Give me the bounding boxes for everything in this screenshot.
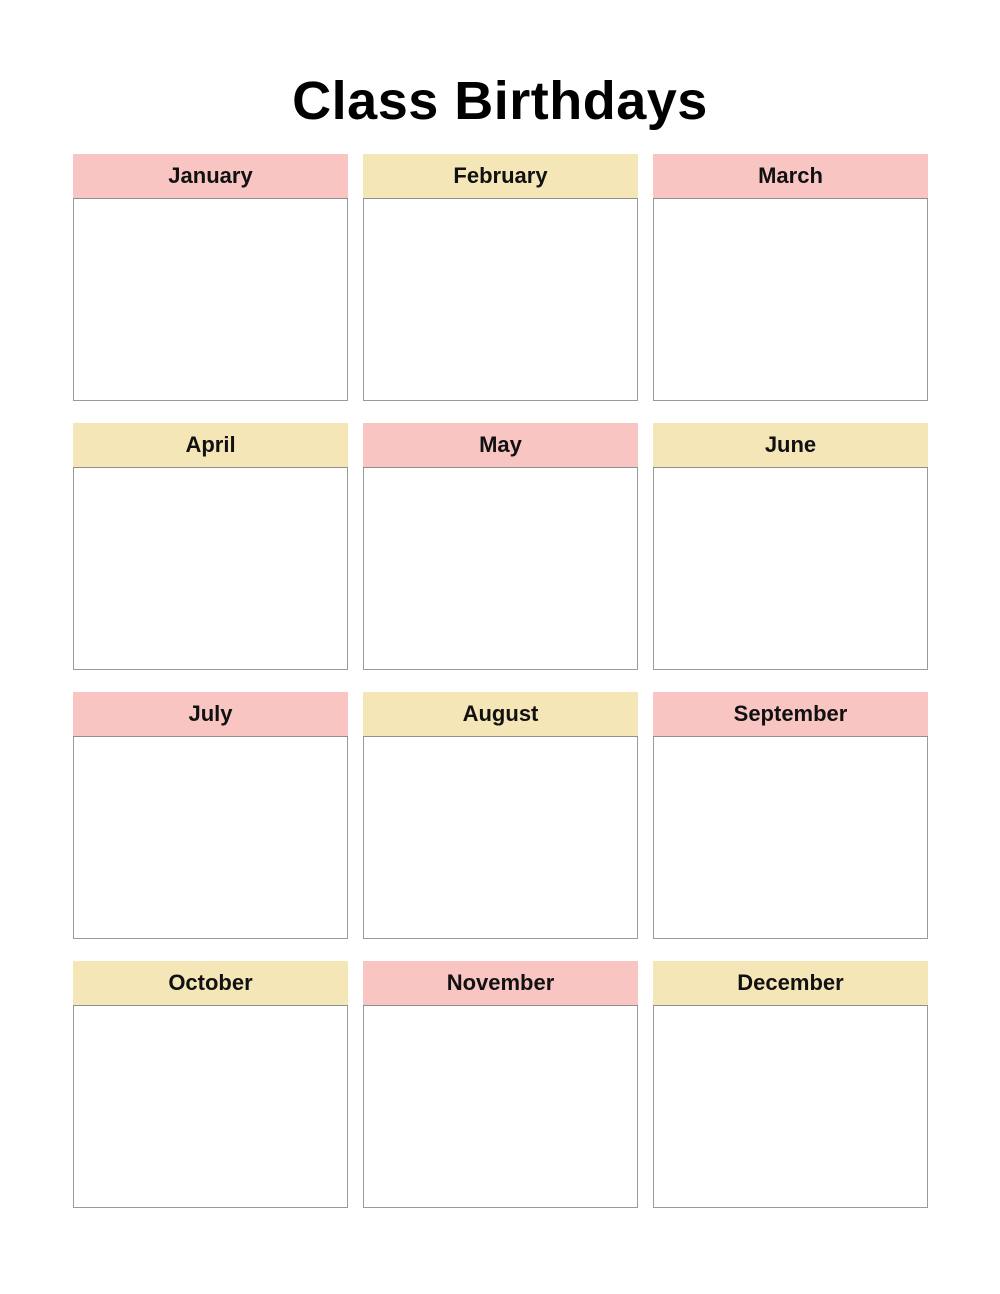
month-box-january[interactable] [73,199,348,401]
month-box-may[interactable] [363,468,638,670]
month-card-june [653,423,928,670]
month-card-february [363,154,638,401]
month-box-december[interactable] [653,1006,928,1208]
month-box-july[interactable] [73,737,348,939]
month-header-december: December [653,961,928,1006]
month-header-june: June [653,423,928,468]
month-header-april: April [73,423,348,468]
month-header-october: October [73,961,348,1006]
month-card-march [653,154,928,401]
month-box-november[interactable] [363,1006,638,1208]
month-card-october [73,961,348,1208]
month-box-october[interactable] [73,1006,348,1208]
month-box-august[interactable] [363,737,638,939]
month-card-november [363,961,638,1208]
month-card-august [363,692,638,939]
month-header-may: May [363,423,638,468]
month-card-may [363,423,638,670]
months-grid [73,154,927,1208]
month-header-february: February [363,154,638,199]
month-card-april [73,423,348,670]
month-card-september [653,692,928,939]
month-card-july [73,692,348,939]
month-header-november: November [363,961,638,1006]
month-box-march[interactable] [653,199,928,401]
month-header-july: July [73,692,348,737]
month-card-december [653,961,928,1208]
month-box-february[interactable] [363,199,638,401]
month-box-june[interactable] [653,468,928,670]
page-title: Class Birthdays [292,71,708,131]
month-box-september[interactable] [653,737,928,939]
month-header-january: January [73,154,348,199]
month-header-march: March [653,154,928,199]
month-card-january [73,154,348,401]
month-header-september: September [653,692,928,737]
month-header-august: August [363,692,638,737]
month-box-april[interactable] [73,468,348,670]
